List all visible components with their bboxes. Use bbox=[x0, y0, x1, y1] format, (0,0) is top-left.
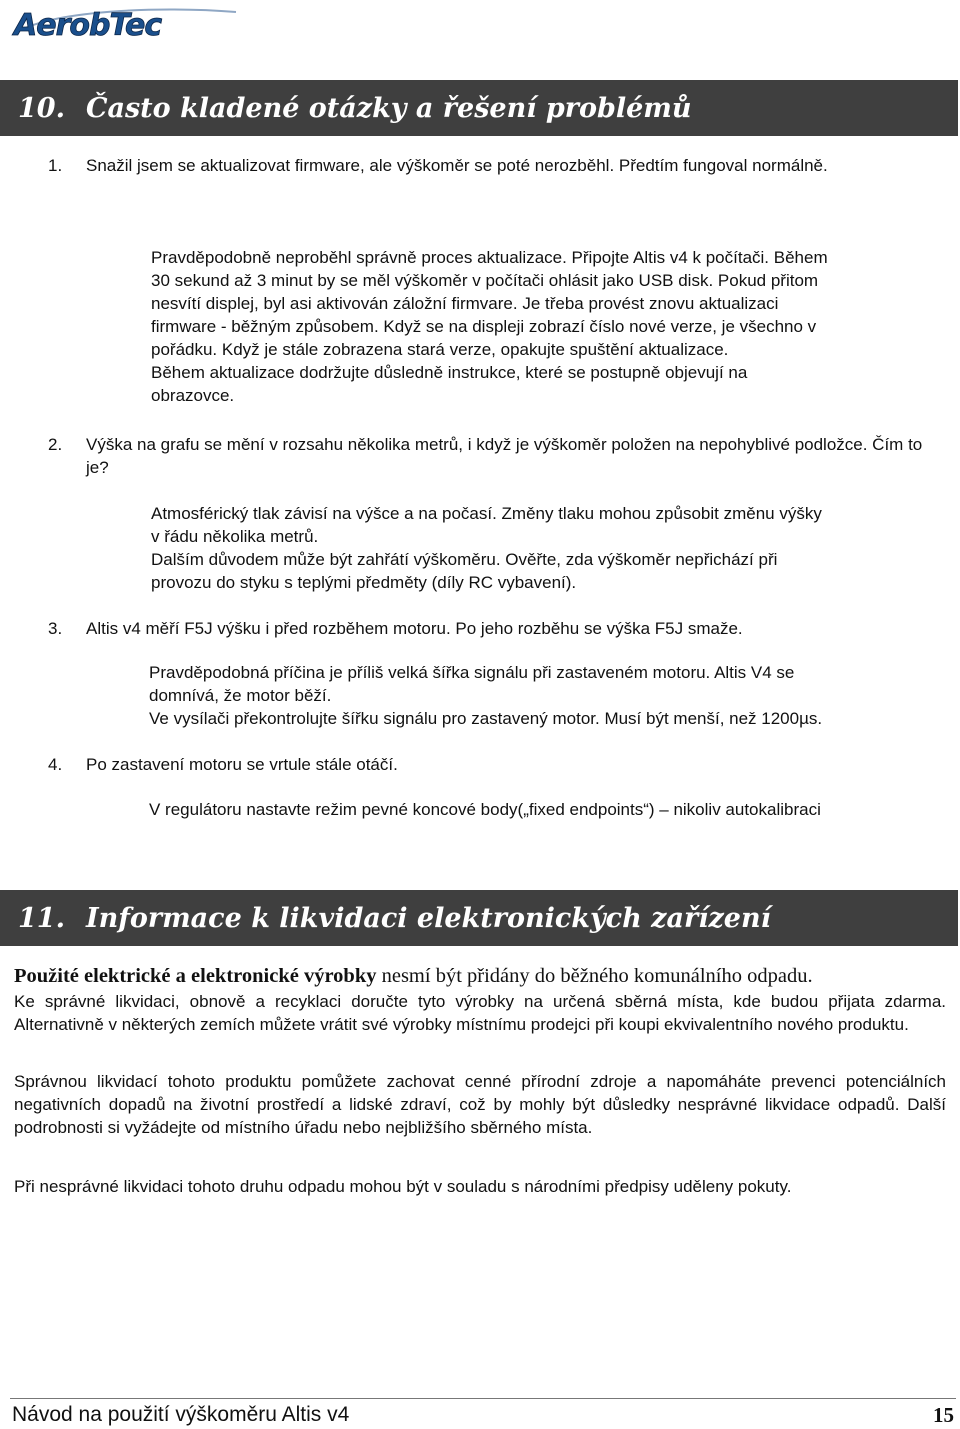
faq-4-answer bbox=[149, 798, 954, 821]
section-11-title: Informace k likvidaci elektronických zařízení bbox=[86, 902, 771, 934]
answer-line: 30 sekund až 3 minut by se měl výškoměr v počítači ohlásit jako USB disk. Pokud přitom bbox=[151, 271, 819, 290]
section-11-number: 11. bbox=[18, 902, 65, 934]
answer-line: Atmosférický tlak závisí na výšce a na počasí. Změny tlaku mohou způsobit změnu výšky bbox=[151, 504, 822, 523]
answer-line: firmware - běžným způsobem. Když se na displeji zobrazí číslo nové verze, je všechno v bbox=[151, 317, 817, 336]
answer-line: Dalším důvodem může být zahřátí výškoměru. Ověřte, zda výškoměr nepřichází při bbox=[151, 550, 778, 569]
faq-4-number: 4. bbox=[48, 755, 63, 774]
answer-line: V regulátoru nastavte režim pevné koncové body(„fixed endpoints“) – nikoliv autokalibraci bbox=[149, 800, 821, 819]
page-number: 15 bbox=[933, 1403, 954, 1427]
answer-line: v řádu několika metrů. bbox=[151, 527, 319, 546]
answer-line: Pravděpodobná příčina je příliš velká šířka signálu při zastaveném motoru. Altis V4 se bbox=[149, 663, 795, 682]
faq-3-answer bbox=[149, 661, 954, 730]
faq-1-number: 1. bbox=[48, 156, 63, 175]
disposal-lead-rest: nesmí být přidány do běžného komunálního odpadu. bbox=[376, 965, 813, 987]
footer-title: Návod na použití výškoměru Altis v4 bbox=[12, 1403, 350, 1426]
answer-line: nesvítí displej, byl asi aktivován záložní firmvare. Je třeba provést znovu aktualizaci bbox=[151, 294, 779, 313]
answer-line: domnívá, že motor běží. bbox=[149, 686, 332, 705]
answer-line: pořádku. Když je stále zobrazena stará verze, opakujte spuštění aktualizace. bbox=[151, 340, 729, 359]
faq-2-answer bbox=[151, 502, 951, 594]
answer-line: Pravděpodobně neproběhl správně proces aktualizace. Připojte Altis v4 k počítači. Během bbox=[151, 248, 828, 267]
disposal-paragraph-3: Při nesprávné likvidaci tohoto druhu odpadu mohou být v souladu s národními předpisy uděleny pokuty. bbox=[14, 1177, 792, 1196]
answer-line: provozu do styku s teplými předměty (díly RC vybavení). bbox=[151, 573, 577, 592]
section-10-number: 10. bbox=[18, 92, 65, 124]
answer-line: obrazovce. bbox=[151, 386, 235, 405]
answer-line: Ve vysílači překontrolujte šířku signálu pro zastavený motor. Musí být menší, než 1200µs. bbox=[149, 709, 823, 728]
section-11-heading bbox=[0, 890, 958, 946]
logo-text: AerobTec bbox=[14, 8, 162, 42]
faq-2-question: Výška na grafu se mění v rozsahu několika metrů, i když je výškoměr položen na nepohyblivé podložce. Čím to je? bbox=[86, 435, 923, 477]
faq-3-question: Altis v4 měří F5J výšku i před rozběhem motoru. Po jeho rozběhu se výška F5J smaže. bbox=[86, 619, 743, 638]
faq-2-number: 2. bbox=[48, 435, 63, 454]
disposal-lead-bold: Použité elektrické a elektronické výrobky bbox=[14, 965, 377, 987]
faq-4-question: Po zastavení motoru se vrtule stále otáčí. bbox=[86, 755, 398, 774]
aerobtec-logo bbox=[10, 4, 240, 42]
section-10-title: Často kladené otázky a řešení problémů bbox=[86, 92, 692, 124]
faq-3-number: 3. bbox=[48, 619, 63, 638]
faq-1-question: Snažil jsem se aktualizovat firmware, ale výškoměr se poté nerozběhl. Předtím fungoval normálně. bbox=[86, 156, 828, 175]
faq-1-answer bbox=[151, 246, 951, 407]
disposal-lead bbox=[14, 964, 949, 988]
section-10-heading bbox=[0, 80, 958, 136]
answer-line: Během aktualizace dodržujte důsledně instrukce, které se postupně objevují na bbox=[151, 363, 748, 382]
disposal-paragraph-2: Správnou likvidací tohoto produktu pomůžete zachovat cenné přírodní zdroje a napomáháte prevenci potenciálních negativních dopadů na životní prostředí a lidské zdraví, což by mohly být důsledky nesprávné likvidace odpadů. Další podrobnosti si vyžádejte od místního úřadu nebo nejbližšího sběrného místa. bbox=[14, 1072, 946, 1137]
disposal-paragraph-1: Ke správné likvidaci, obnově a recyklaci doručte tyto výrobky na určená sběrná místa, kde budou přijata zdarma. Alternativně v některých zemích můžete vrátit své výrobky místnímu prodejci při koupi ekvivalentního nového produktu. bbox=[14, 992, 946, 1034]
footer-divider bbox=[10, 1398, 956, 1399]
